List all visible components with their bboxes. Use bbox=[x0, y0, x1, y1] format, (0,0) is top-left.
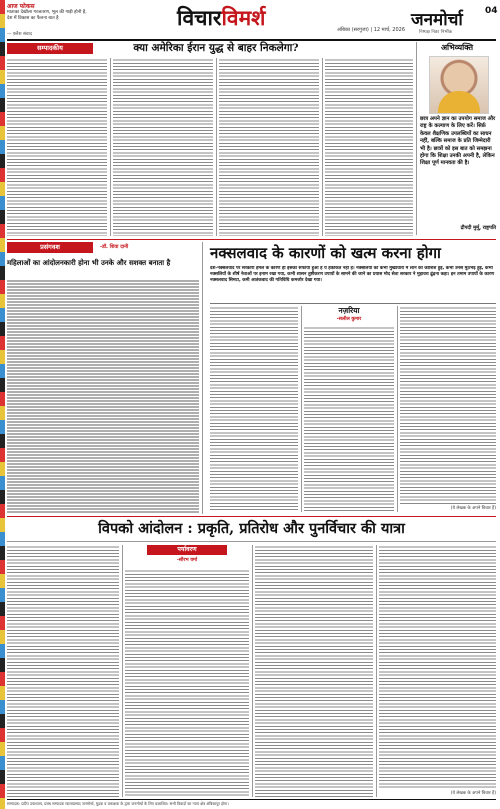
editorial-bottom-rule bbox=[7, 239, 496, 240]
photo-garment bbox=[438, 91, 480, 113]
lead-article-intro: देश-नक्सलवाद पर सरकारी हमले के कारण ही इसका सफाया हुआ है ये हकीकत नहीं है। नक्सलियों को कभी मुख्यधारा में लाने की कोशिश हुई, कभी उनसे मुठभेड़ हुई, कभी नक्सलियों के शीर्ष नेताओं पर इनाम रखा गया, कभी शासन तुष्टीकरण उपायों के सामने की जाने का प्रयास मोद सेता सरकार ने मुहावरा ढूंढ़ना कहा। इन तमाम उपायों के कारण नक्सलवाद सिमटा, कमी आतंकवाद की गतिविधि कमजोर देखा गया। bbox=[210, 266, 495, 283]
editorial-divider-1 bbox=[110, 58, 111, 236]
paper-tagline: निष्पक्ष निडर निर्भीक bbox=[419, 30, 453, 35]
quote-box-label: अभिव्यक्ति bbox=[440, 42, 474, 52]
lead-article-divider-1 bbox=[301, 306, 302, 512]
quote-box bbox=[416, 42, 497, 235]
bottom-article-column-2 bbox=[125, 569, 249, 797]
lead-article-column-1 bbox=[210, 306, 298, 512]
bottom-article-column-3 bbox=[255, 545, 373, 797]
masthead-small-note: माताका देखीला गरजतरण, भूल की गाड़ी होनी है, देश में विकास का फैलना बात है bbox=[7, 10, 87, 21]
printer-line: सम्पादक: प्रदीप उपाध्याय, प्रबंध सम्पादक ग्वालाप्रसाद जनमोर्चा, मुद्रक व प्रकाशक के द्वारा जनमोर्चा के लिए प्रकाशित। सभी विवादों का न्याय क्षेत्र अंबिकापुर होगा। bbox=[7, 801, 229, 806]
bottom-article-column-1 bbox=[7, 545, 119, 797]
left-article-headline: महिलाओं का आंदोलनकारी होना भी उनके और सशक्त बनाता है bbox=[7, 258, 171, 267]
quote-author: द्रौपदी मुर्मू, राष्ट्रपति bbox=[460, 225, 496, 231]
editorial-column-1 bbox=[7, 58, 107, 236]
page-number: 04 bbox=[485, 6, 498, 16]
lead-article-headline: नक्सलवाद के कारणों को खत्म करना होगा bbox=[210, 244, 441, 262]
masthead-small-brand: आज फोकस bbox=[7, 3, 35, 10]
bottom-article-divider-3 bbox=[376, 545, 377, 797]
left-article-body bbox=[7, 279, 199, 513]
paper-name: जनमोर्चा bbox=[411, 10, 463, 30]
editorial-column-3 bbox=[219, 58, 319, 236]
left-article-section-label: प्रसंगवश bbox=[7, 242, 93, 253]
editorial-section-label: सम्पादकीय bbox=[7, 43, 93, 54]
lead-article-divider-2 bbox=[397, 306, 398, 512]
registration-strip bbox=[0, 0, 5, 809]
masthead-title-main: विचार bbox=[177, 5, 222, 30]
lead-article-footer-note: (ये लेखक के अपने विचार हैं) bbox=[450, 506, 496, 511]
masthead-rule bbox=[7, 39, 496, 41]
bottom-article-byline: -सौरभ वर्मा bbox=[176, 558, 198, 563]
quote-author-photo bbox=[429, 56, 489, 114]
bottom-article-column-4 bbox=[379, 545, 496, 789]
lead-article-byline-label: नज़रिया bbox=[338, 306, 360, 315]
lead-article-byline-name: -सलील कुमार bbox=[336, 317, 362, 322]
middle-bottom-rule bbox=[7, 516, 496, 517]
lead-article-column-2 bbox=[304, 326, 394, 512]
editorial-column-2 bbox=[113, 58, 213, 236]
bottom-article-divider-1 bbox=[122, 545, 123, 797]
lead-article-intro-rule bbox=[210, 303, 496, 304]
masthead-title-accent: विमर्श bbox=[221, 5, 266, 30]
bottom-article-label-box bbox=[125, 545, 249, 567]
bottom-article-divider-2 bbox=[252, 545, 253, 797]
bottom-article-section-label: पर्यावरण bbox=[147, 545, 227, 555]
masthead bbox=[7, 2, 496, 38]
masthead-title bbox=[177, 4, 265, 32]
bottom-article-footer-note: (ये लेखक के अपने विचार हैं) bbox=[450, 791, 496, 796]
editorial-divider-3 bbox=[322, 58, 323, 236]
bottom-article-headline: विपको आंदोलन : प्रकृति, प्रतिरोध और पुनर्विचार की यात्रा bbox=[98, 520, 405, 537]
dateline: अंबिका (सरगुजा) | 12 मार्च, 2026 bbox=[337, 27, 406, 33]
lead-article-byline-box bbox=[304, 306, 394, 324]
editorial-column-4 bbox=[325, 58, 413, 236]
bottom-article-headline-rule bbox=[7, 541, 496, 542]
printer-rule bbox=[7, 799, 496, 800]
lead-article-column-3 bbox=[400, 306, 496, 504]
left-article-divider bbox=[202, 242, 203, 514]
masthead-small-credit: — फ़्लैश संवाद bbox=[7, 32, 33, 37]
quote-text: छात्र अपने ज्ञान का उपयोग समाज और राष्ट्र के कल्याण के लिए करें। सिर्फ़ केवल शैक्षणिक उपलब्धियों का साधन नहीं, बल्कि समाज के प्रति जिम्मेदारी भी है। छात्रों को इस बात को समझना होगा कि शिक्षा उनकी अपनी है, लेकिन शिक्षा पूर्ण मानवता की है। bbox=[420, 116, 496, 167]
editorial-headline: क्या अमेरिका ईरान युद्ध से बाहर निकलेगा? bbox=[133, 42, 299, 54]
left-article-byline: -डॉ. शिवा दानी bbox=[100, 244, 129, 250]
editorial-divider-2 bbox=[216, 58, 217, 236]
